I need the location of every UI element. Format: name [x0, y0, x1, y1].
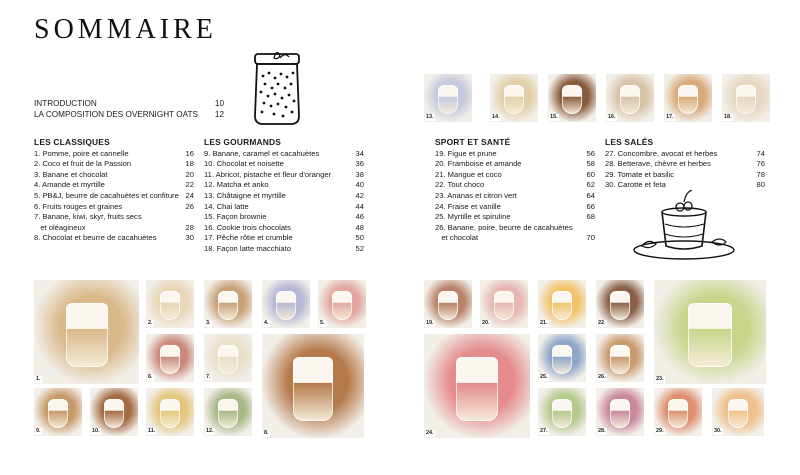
recipe-photo[interactable] — [34, 280, 139, 384]
photo-number: 21. — [540, 320, 548, 326]
toc-item-page: 40 — [355, 180, 364, 190]
toc-item-page: 52 — [355, 243, 364, 253]
glass-illustration — [628, 190, 740, 262]
toc-item-page: 78 — [756, 169, 765, 179]
recipe-photo[interactable] — [654, 280, 766, 384]
toc-item-label: 4. Amande et myrtille — [34, 180, 105, 190]
section-heading: LES SALÉS — [605, 137, 654, 147]
jar-shape — [160, 399, 179, 429]
recipe-photo[interactable] — [664, 74, 712, 122]
section-classiques — [34, 137, 194, 244]
photo-number: 29. — [656, 428, 664, 434]
photo-number: 30. — [714, 428, 722, 434]
photo-number: 11. — [148, 428, 156, 434]
toc-item-page: 34 — [355, 148, 364, 158]
toc-item-page: 16 — [185, 148, 194, 158]
jar-illustration — [247, 46, 307, 128]
toc-item-label: 12. Matcha et anko — [204, 180, 269, 190]
toc-item[interactable] — [435, 159, 595, 170]
toc-item[interactable] — [34, 159, 194, 170]
recipe-photo[interactable] — [596, 388, 644, 436]
toc-item-label: 7. Banane, kiwi, skyr, fruits secs — [34, 212, 142, 222]
recipe-photo[interactable] — [596, 334, 644, 382]
toc-item[interactable] — [34, 233, 194, 244]
recipe-photo[interactable] — [538, 388, 586, 436]
recipe-photo[interactable] — [262, 334, 364, 438]
jar-shape — [438, 85, 457, 115]
toc-item-label: 19. Figue et prune — [435, 148, 497, 158]
toc-item[interactable] — [435, 170, 595, 181]
jar-shape — [276, 291, 295, 321]
jar-shape — [610, 399, 629, 429]
toc-item-page: 28 — [185, 222, 194, 232]
jar-shape — [104, 399, 123, 429]
toc-item-label: 25. Myrtille et spiruline — [435, 212, 511, 222]
toc-item-label: 2. Coco et fruit de la Passion — [34, 159, 132, 169]
jar-shape — [552, 345, 571, 375]
recipe-photo[interactable] — [424, 334, 530, 438]
jar-shape — [552, 399, 571, 429]
toc-item-label: 8. Chocolat et beurre de cacahuètes — [34, 233, 157, 243]
section-heading: LES CLASSIQUES — [34, 137, 110, 147]
toc-item-page: 26 — [185, 201, 194, 211]
photo-number: 4. — [264, 320, 269, 326]
recipe-photo[interactable] — [538, 334, 586, 382]
photo-number: 14. — [492, 114, 500, 120]
photo-number: 18. — [724, 114, 732, 120]
toc-item-page: 76 — [756, 159, 765, 169]
section-sport-sante — [435, 137, 595, 244]
intro-item[interactable] — [34, 109, 224, 120]
jar-shape — [218, 291, 237, 321]
toc-item-label: 11. Abricot, pistache et fleur d'oranger — [204, 169, 332, 179]
recipe-photo[interactable] — [204, 388, 252, 436]
toc-item-label: 26. Banane, poire, beurre de cacahuètes — [435, 222, 573, 232]
jar-shape — [48, 399, 67, 429]
photo-number: 2. — [148, 320, 153, 326]
jar-shape — [728, 399, 749, 429]
toc-item-page: 58 — [586, 159, 595, 169]
toc-item-page: 56 — [586, 148, 595, 158]
toc-item[interactable] — [435, 223, 595, 234]
toc-item-label: 17. Pêche rôtie et crumble — [204, 233, 293, 243]
jar-shape — [668, 399, 687, 429]
intro-page: 12 — [214, 110, 224, 119]
toc-item-label: 13. Châtaigne et myrtille — [204, 190, 286, 200]
toc-item-label: 23. Ananas et citron vert — [435, 190, 517, 200]
toc-item[interactable] — [204, 159, 364, 170]
toc-item[interactable] — [204, 180, 364, 191]
recipe-photo[interactable] — [204, 334, 252, 382]
toc-item-page: 74 — [756, 148, 765, 158]
toc-item-label: 14. Chai latte — [204, 201, 249, 211]
toc-item-page: 60 — [586, 169, 595, 179]
toc-item[interactable] — [435, 149, 595, 160]
recipe-photo[interactable] — [654, 388, 702, 436]
photo-number: 8. — [264, 430, 269, 436]
intro-label: LA COMPOSITION DES OVERNIGHT OATS — [34, 110, 198, 119]
photo-number: 3. — [206, 320, 211, 326]
toc-item[interactable] — [435, 191, 595, 202]
toc-item[interactable] — [204, 191, 364, 202]
jar-shape — [438, 291, 457, 321]
intro-label: INTRODUCTION — [34, 99, 97, 108]
toc-item[interactable] — [435, 233, 595, 244]
section-sales — [605, 137, 765, 191]
photo-number: 1. — [36, 376, 41, 382]
toc-item-label: 16. Cookie trois chocolats — [204, 222, 291, 232]
photo-number: 5. — [320, 320, 325, 326]
jar-shape — [66, 303, 108, 367]
toc-item-label: 18. Façon latte macchiato — [204, 243, 291, 253]
toc-item-page: 42 — [355, 190, 364, 200]
recipe-photo[interactable] — [548, 74, 596, 122]
recipe-photo[interactable] — [146, 388, 194, 436]
toc-item-label: 28. Betterave, chèvre et herbes — [605, 159, 711, 169]
toc-item-label: 9. Banane, caramel et cacahuètes — [204, 148, 320, 158]
toc-item[interactable] — [204, 170, 364, 181]
jar-shape — [456, 357, 498, 421]
photo-number: 16. — [608, 114, 616, 120]
toc-item-label: 15. Façon brownie — [204, 212, 267, 222]
photo-number: 24. — [426, 430, 434, 436]
recipe-photo[interactable] — [262, 280, 310, 328]
toc-item-page: 24 — [185, 190, 194, 200]
photo-number: 17. — [666, 114, 674, 120]
photo-number: 13. — [426, 114, 434, 120]
page-title: SOMMAIRE — [34, 14, 217, 45]
toc-item-label: 1. Pomme, poire et cannelle — [34, 148, 129, 158]
jar-shape — [218, 345, 237, 375]
toc-item-label: et chocolat — [435, 233, 479, 243]
recipe-photo[interactable] — [722, 74, 770, 122]
recipe-photo[interactable] — [606, 74, 654, 122]
toc-item[interactable] — [34, 180, 194, 191]
toc-item-page: 80 — [756, 180, 765, 190]
toc-item-label: et oléagineux — [34, 222, 86, 232]
recipe-photo[interactable] — [596, 280, 644, 328]
toc-item-label: 3. Banane et chocolat — [34, 169, 108, 179]
jar-shape — [552, 291, 571, 321]
toc-item-page: 70 — [586, 233, 595, 243]
toc-item[interactable] — [605, 180, 765, 191]
photo-number: 20. — [482, 320, 490, 326]
toc-item[interactable] — [34, 223, 194, 234]
photo-number: 19. — [426, 320, 434, 326]
toc-item[interactable] — [204, 223, 364, 234]
jar-shape — [160, 345, 179, 375]
recipe-photo[interactable] — [146, 334, 194, 382]
intro-page: 10 — [214, 99, 224, 108]
recipe-photo[interactable] — [712, 388, 764, 436]
toc-item[interactable] — [204, 202, 364, 213]
toc-item-page: 66 — [586, 201, 595, 211]
section-gourmands — [204, 137, 364, 255]
photo-number: 15. — [550, 114, 558, 120]
toc-item-page: 30 — [185, 233, 194, 243]
toc-item-label: 10. Chocolat et noisette — [204, 159, 284, 169]
photo-number: 27. — [540, 428, 548, 434]
photo-number: 12. — [206, 428, 214, 434]
toc-item-label: 5. PB&J, beurre de cacahuètes et confiture — [34, 190, 179, 200]
toc-item[interactable] — [34, 212, 194, 223]
photo-number: 26. — [598, 374, 606, 380]
toc-item-page: 36 — [355, 159, 364, 169]
toc-item[interactable] — [34, 170, 194, 181]
jar-shape — [688, 303, 733, 367]
photo-number: 7. — [206, 374, 211, 380]
photo-number: 25. — [540, 374, 548, 380]
toc-item-page: 50 — [355, 233, 364, 243]
toc-item[interactable] — [204, 149, 364, 160]
photo-number: 6. — [148, 374, 153, 380]
toc-item-label: 30. Carotte et feta — [605, 180, 666, 190]
recipe-photo[interactable] — [424, 280, 472, 328]
photo-number: 22. — [598, 320, 606, 326]
jar-shape — [736, 85, 755, 115]
toc-item[interactable] — [34, 191, 194, 202]
recipe-photo[interactable] — [480, 280, 528, 328]
toc-item-label: 21. Mangue et coco — [435, 169, 502, 179]
recipe-photo[interactable] — [424, 74, 472, 122]
recipe-photo[interactable] — [146, 280, 194, 328]
toc-item-page: 68 — [586, 212, 595, 222]
toc-item-page: 64 — [586, 190, 595, 200]
toc-item[interactable] — [34, 202, 194, 213]
jar-shape — [332, 291, 351, 321]
photo-number: 28. — [598, 428, 606, 434]
toc-item-page: 44 — [355, 201, 364, 211]
jar-shape — [504, 85, 523, 115]
toc-item-page: 22 — [185, 180, 194, 190]
toc-item-label: 27. Concombre, avocat et herbes — [605, 148, 718, 158]
recipe-photo[interactable] — [490, 74, 538, 122]
photo-number: 9. — [36, 428, 41, 434]
section-heading: SPORT ET SANTÉ — [435, 137, 511, 147]
toc-item-label: 22. Tout choco — [435, 180, 485, 190]
toc-item[interactable] — [605, 149, 765, 160]
toc-item[interactable] — [435, 212, 595, 223]
toc-item[interactable] — [204, 212, 364, 223]
recipe-photo[interactable] — [90, 388, 138, 436]
toc-item[interactable] — [435, 202, 595, 213]
jar-shape — [293, 357, 334, 421]
jar-shape — [678, 85, 697, 115]
jar-shape — [160, 291, 179, 321]
jar-shape — [494, 291, 513, 321]
recipe-photo[interactable] — [34, 388, 82, 436]
toc-item[interactable] — [204, 244, 364, 255]
toc-item-page: 62 — [586, 180, 595, 190]
recipe-photo[interactable] — [318, 280, 366, 328]
toc-item[interactable] — [605, 159, 765, 170]
toc-item[interactable] — [34, 149, 194, 160]
recipe-photo[interactable] — [538, 280, 586, 328]
toc-item[interactable] — [605, 170, 765, 181]
toc-item-page: 20 — [185, 169, 194, 179]
toc-item-label: 24. Fraise et vanille — [435, 201, 501, 211]
recipe-photo[interactable] — [204, 280, 252, 328]
section-heading: LES GOURMANDS — [204, 137, 282, 147]
toc-item-page: 18 — [185, 159, 194, 169]
jar-shape — [620, 85, 639, 115]
photo-number: 23. — [656, 376, 664, 382]
toc-item-page: 48 — [355, 222, 364, 232]
toc-item-page: 46 — [355, 212, 364, 222]
toc-item[interactable] — [435, 180, 595, 191]
intro-item[interactable] — [34, 98, 224, 109]
toc-item-label: 29. Tomate et basilic — [605, 169, 675, 179]
intro-list — [34, 98, 224, 120]
toc-item[interactable] — [204, 233, 364, 244]
jar-shape — [562, 85, 581, 115]
toc-item-label: 20. Framboise et amande — [435, 159, 522, 169]
toc-item-page: 38 — [355, 169, 364, 179]
toc-item-label: 6. Fruits rouges et graines — [34, 201, 123, 211]
photo-number: 10. — [92, 428, 100, 434]
jar-shape — [610, 345, 629, 375]
jar-shape — [610, 291, 629, 321]
jar-shape — [218, 399, 237, 429]
